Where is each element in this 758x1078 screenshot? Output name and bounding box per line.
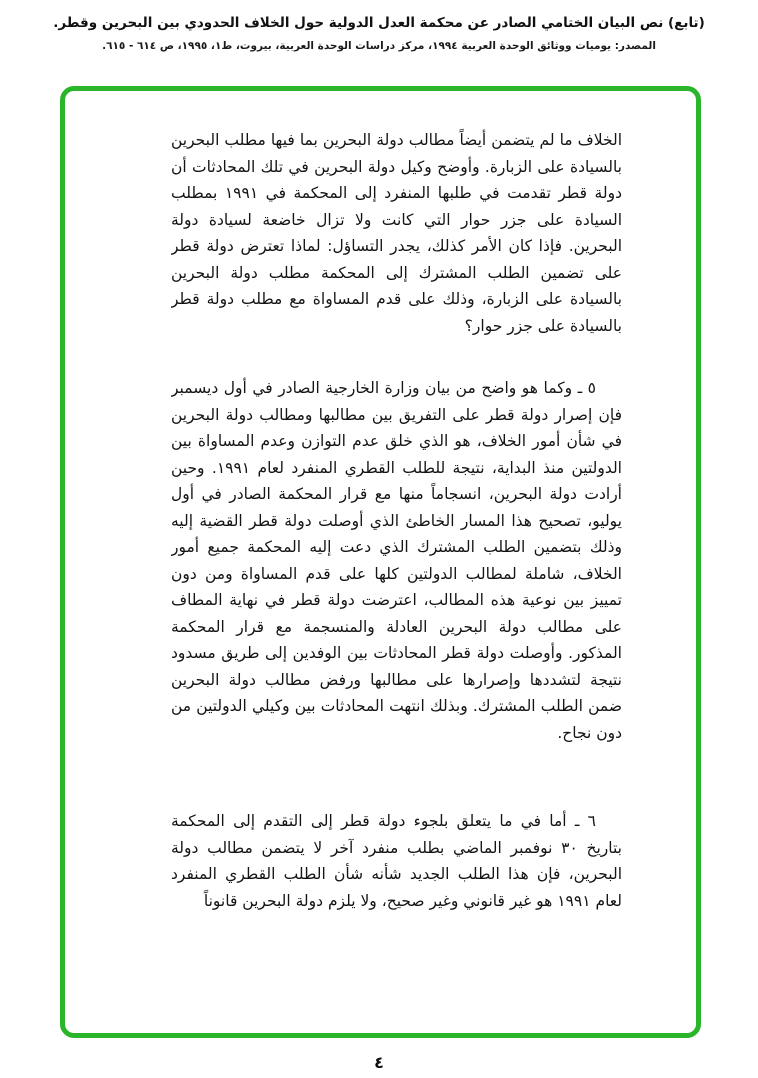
body-paragraph-continuation: الخلاف ما لم يتضمن أيضاً مطالب دولة البحرين بما فيها مطلب البحرين بالسيادة على الزبارة. وأوضح وكيل دولة البحرين في تلك المحادثات أن دولة قطر تقدمت في طلبها المنفرد إلى المحكمة في ١٩٩١ بمطلب السيادة على جزر حوار التي كانت ولا تزال خاضعة لسيادة دولة البحرين. فإذا كان الأمر كذلك، يجدر التساؤل: لماذا تعترض دولة قطر على تضمين الطلب المشترك إلى المحكمة مطلب دولة البحرين بالسيادة على الزبارة، وذلك على قدم المساواة مع مطلب دولة قطر بالسيادة على جزر حوار؟ (171, 131, 622, 335)
page-number: ٤ (374, 1053, 384, 1072)
body-paragraph-item-5: ٥ ـ وكما هو واضح من بيان وزارة الخارجية الصادر في أول ديسمبر فإن إصرار دولة قطر على التفريق بين مطالبها ومطالب دولة البحرين في شأن أمور الخلاف، هو الذي خلق عدم التوازن وعدم المساواة بين الدولتين منذ البداية، نتيجة للطلب القطري المنفرد لعام ١٩٩١. وحين أرادت دولة البحرين، انسجاماً منها مع قرار المحكمة الصادر في أول يوليو، تصحيح هذا المسار الخاطئ الذي أوصلت دولة قطر القضية إليه وذلك بتضمين الطلب المشترك الذي دعت إليه المحكمة جميع أمور الخلاف، شاملة لمطالب الدولتين كلها على قدم المساواة ومن دون تمييز بين نوعية هذه المطالب، اعترضت دولة قطر في نهاية المطاف على مطالب دولة البحرين العادلة والمنسجمة مع قرار المحكمة المذكور. وأوصلت دولة قطر المحادثات بين الوفدين إلى طريق مسدود نتيجة لتشددها وإصرارها على مطالبها ورفض مطالب دولة البحرين ضمن الطلب المشترك. وبذلك انتهت المحادثات بين وكيلي الدولتين من دون نجاح. (171, 379, 622, 742)
document-header (0, 0, 758, 54)
page-footer (0, 1053, 758, 1072)
green-border-frame (60, 86, 701, 1038)
body-text-column (171, 127, 622, 1009)
header-title: (تابع) نص البيان الختامي الصادر عن محكمة العدل الدولية حول الخلاف الحدودي بين البحرين وقطر. (53, 15, 705, 31)
body-paragraph-item-6: ٦ ـ أما في ما يتعلق بلجوء دولة قطر إلى التقدم إلى المحكمة بتاريخ ٣٠ نوفمبر الماضي بطلب منفرد آخر لا يتضمن مطالب دولة البحرين، فإن هذا الطلب الجديد شأنه شأن الطلب القطري المنفرد لعام ١٩٩١ هو غير قانوني وغير صحيح، ولا يلزم دولة البحرين قانوناً (171, 812, 622, 910)
header-source-line: المصدر: يوميات ووثائق الوحدة العربية ١٩٩٤، مركز دراسات الوحدة العربية، بيروت، ط١، ١٩٩٥، ص ٦١٤ - ٦١٥. (102, 40, 656, 52)
